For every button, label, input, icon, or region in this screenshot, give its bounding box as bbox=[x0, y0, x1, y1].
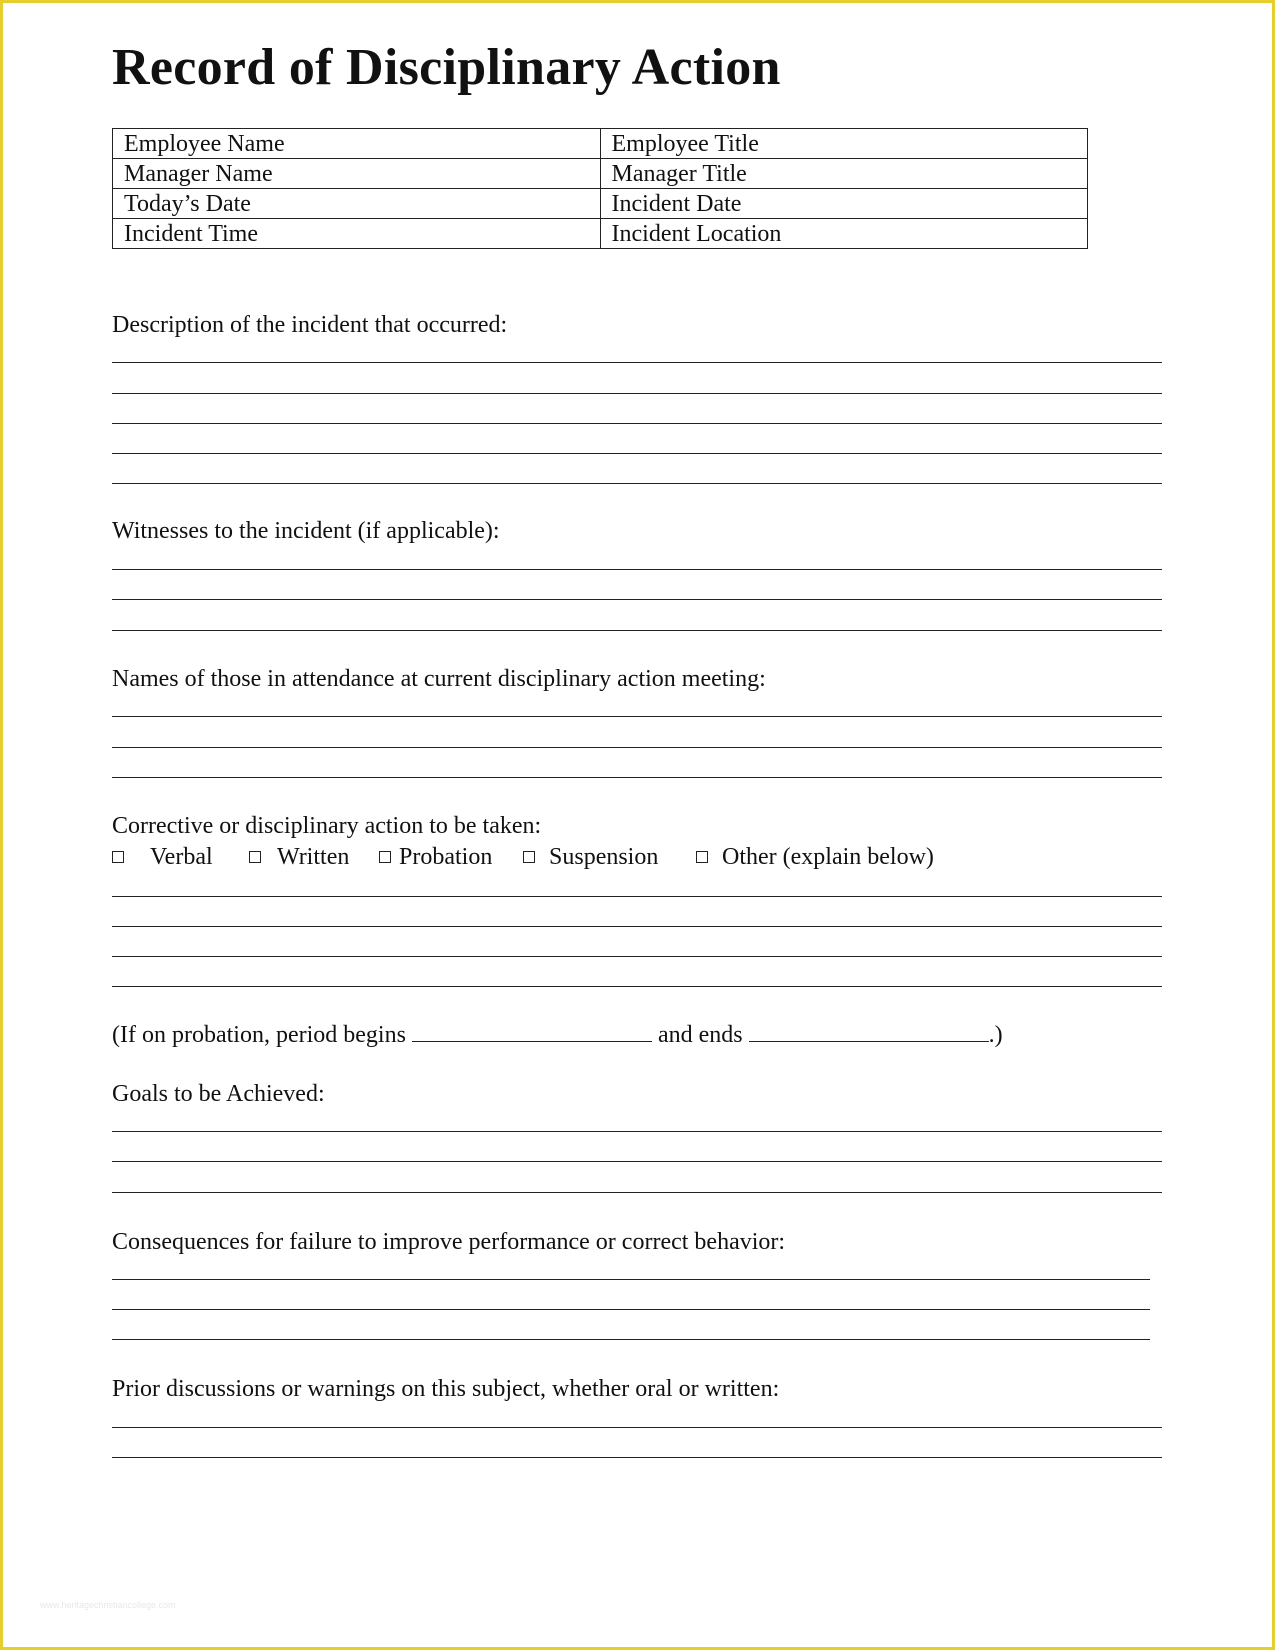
watermark: www.heritagechristiancollege.com bbox=[40, 1600, 176, 1610]
description-line[interactable] bbox=[112, 362, 1162, 363]
consequences-line[interactable] bbox=[112, 1309, 1150, 1310]
probation-prefix: (If on probation, period begins bbox=[112, 1022, 406, 1048]
table-row bbox=[113, 189, 1088, 219]
goals-line[interactable] bbox=[112, 1192, 1162, 1193]
goals-line[interactable] bbox=[112, 1131, 1162, 1132]
employee-title-cell: Employee Title bbox=[600, 129, 1088, 159]
consequences-line[interactable] bbox=[112, 1279, 1150, 1280]
witnesses-label: Witnesses to the incident (if applicable): bbox=[112, 518, 500, 544]
page-title: Record of Disciplinary Action bbox=[112, 39, 781, 96]
prior-line[interactable] bbox=[112, 1427, 1162, 1428]
info-table bbox=[112, 128, 1088, 249]
probation-middle: and ends bbox=[657, 1022, 743, 1048]
corrective-line[interactable] bbox=[112, 956, 1162, 957]
probation-begin-field[interactable] bbox=[412, 1021, 652, 1042]
suspension-checkbox[interactable] bbox=[523, 851, 535, 863]
consequences-label: Consequences for failure to improve performance or correct behavior: bbox=[112, 1229, 786, 1255]
description-line[interactable] bbox=[112, 483, 1162, 484]
description-line[interactable] bbox=[112, 393, 1162, 394]
attendance-line[interactable] bbox=[112, 716, 1162, 717]
description-line[interactable] bbox=[112, 453, 1162, 454]
incident-time-cell: Incident Time bbox=[113, 219, 601, 249]
prior-label: Prior discussions or warnings on this subject, whether oral or written: bbox=[112, 1376, 780, 1402]
prior-line[interactable] bbox=[112, 1457, 1162, 1458]
probation-end-field[interactable] bbox=[749, 1021, 989, 1042]
probation-suffix: .) bbox=[988, 1022, 1003, 1048]
corrective-label: Corrective or disciplinary action to be taken: bbox=[112, 813, 542, 839]
corrective-line[interactable] bbox=[112, 926, 1162, 927]
goals-label: Goals to be Achieved: bbox=[112, 1081, 325, 1107]
attendance-line[interactable] bbox=[112, 747, 1162, 748]
other-label: Other (explain below) bbox=[722, 844, 934, 870]
witnesses-line[interactable] bbox=[112, 630, 1162, 631]
verbal-checkbox[interactable] bbox=[112, 851, 124, 863]
verbal-label: Verbal bbox=[150, 844, 213, 870]
probation-checkbox[interactable] bbox=[379, 851, 391, 863]
written-label: Written bbox=[277, 844, 350, 870]
incident-date-cell: Incident Date bbox=[600, 189, 1088, 219]
witnesses-line[interactable] bbox=[112, 569, 1162, 570]
written-checkbox[interactable] bbox=[249, 851, 261, 863]
corrective-line[interactable] bbox=[112, 986, 1162, 987]
other-checkbox[interactable] bbox=[696, 851, 708, 863]
corrective-line[interactable] bbox=[112, 896, 1162, 897]
description-label: Description of the incident that occurred: bbox=[112, 312, 508, 338]
todays-date-cell: Today’s Date bbox=[113, 189, 601, 219]
attendance-label: Names of those in attendance at current disciplinary action meeting: bbox=[112, 666, 766, 692]
employee-name-cell: Employee Name bbox=[113, 129, 601, 159]
witnesses-line[interactable] bbox=[112, 599, 1162, 600]
manager-title-cell: Manager Title bbox=[600, 159, 1088, 189]
manager-name-cell: Manager Name bbox=[113, 159, 601, 189]
attendance-line[interactable] bbox=[112, 777, 1162, 778]
probation-period bbox=[112, 1021, 1003, 1049]
incident-location-cell: Incident Location bbox=[600, 219, 1088, 249]
goals-line[interactable] bbox=[112, 1161, 1162, 1162]
consequences-line[interactable] bbox=[112, 1339, 1150, 1340]
probation-label: Probation bbox=[399, 844, 493, 870]
description-line[interactable] bbox=[112, 423, 1162, 424]
suspension-label: Suspension bbox=[549, 844, 659, 870]
table-row bbox=[113, 159, 1088, 189]
table-row bbox=[113, 219, 1088, 249]
table-row bbox=[113, 129, 1088, 159]
